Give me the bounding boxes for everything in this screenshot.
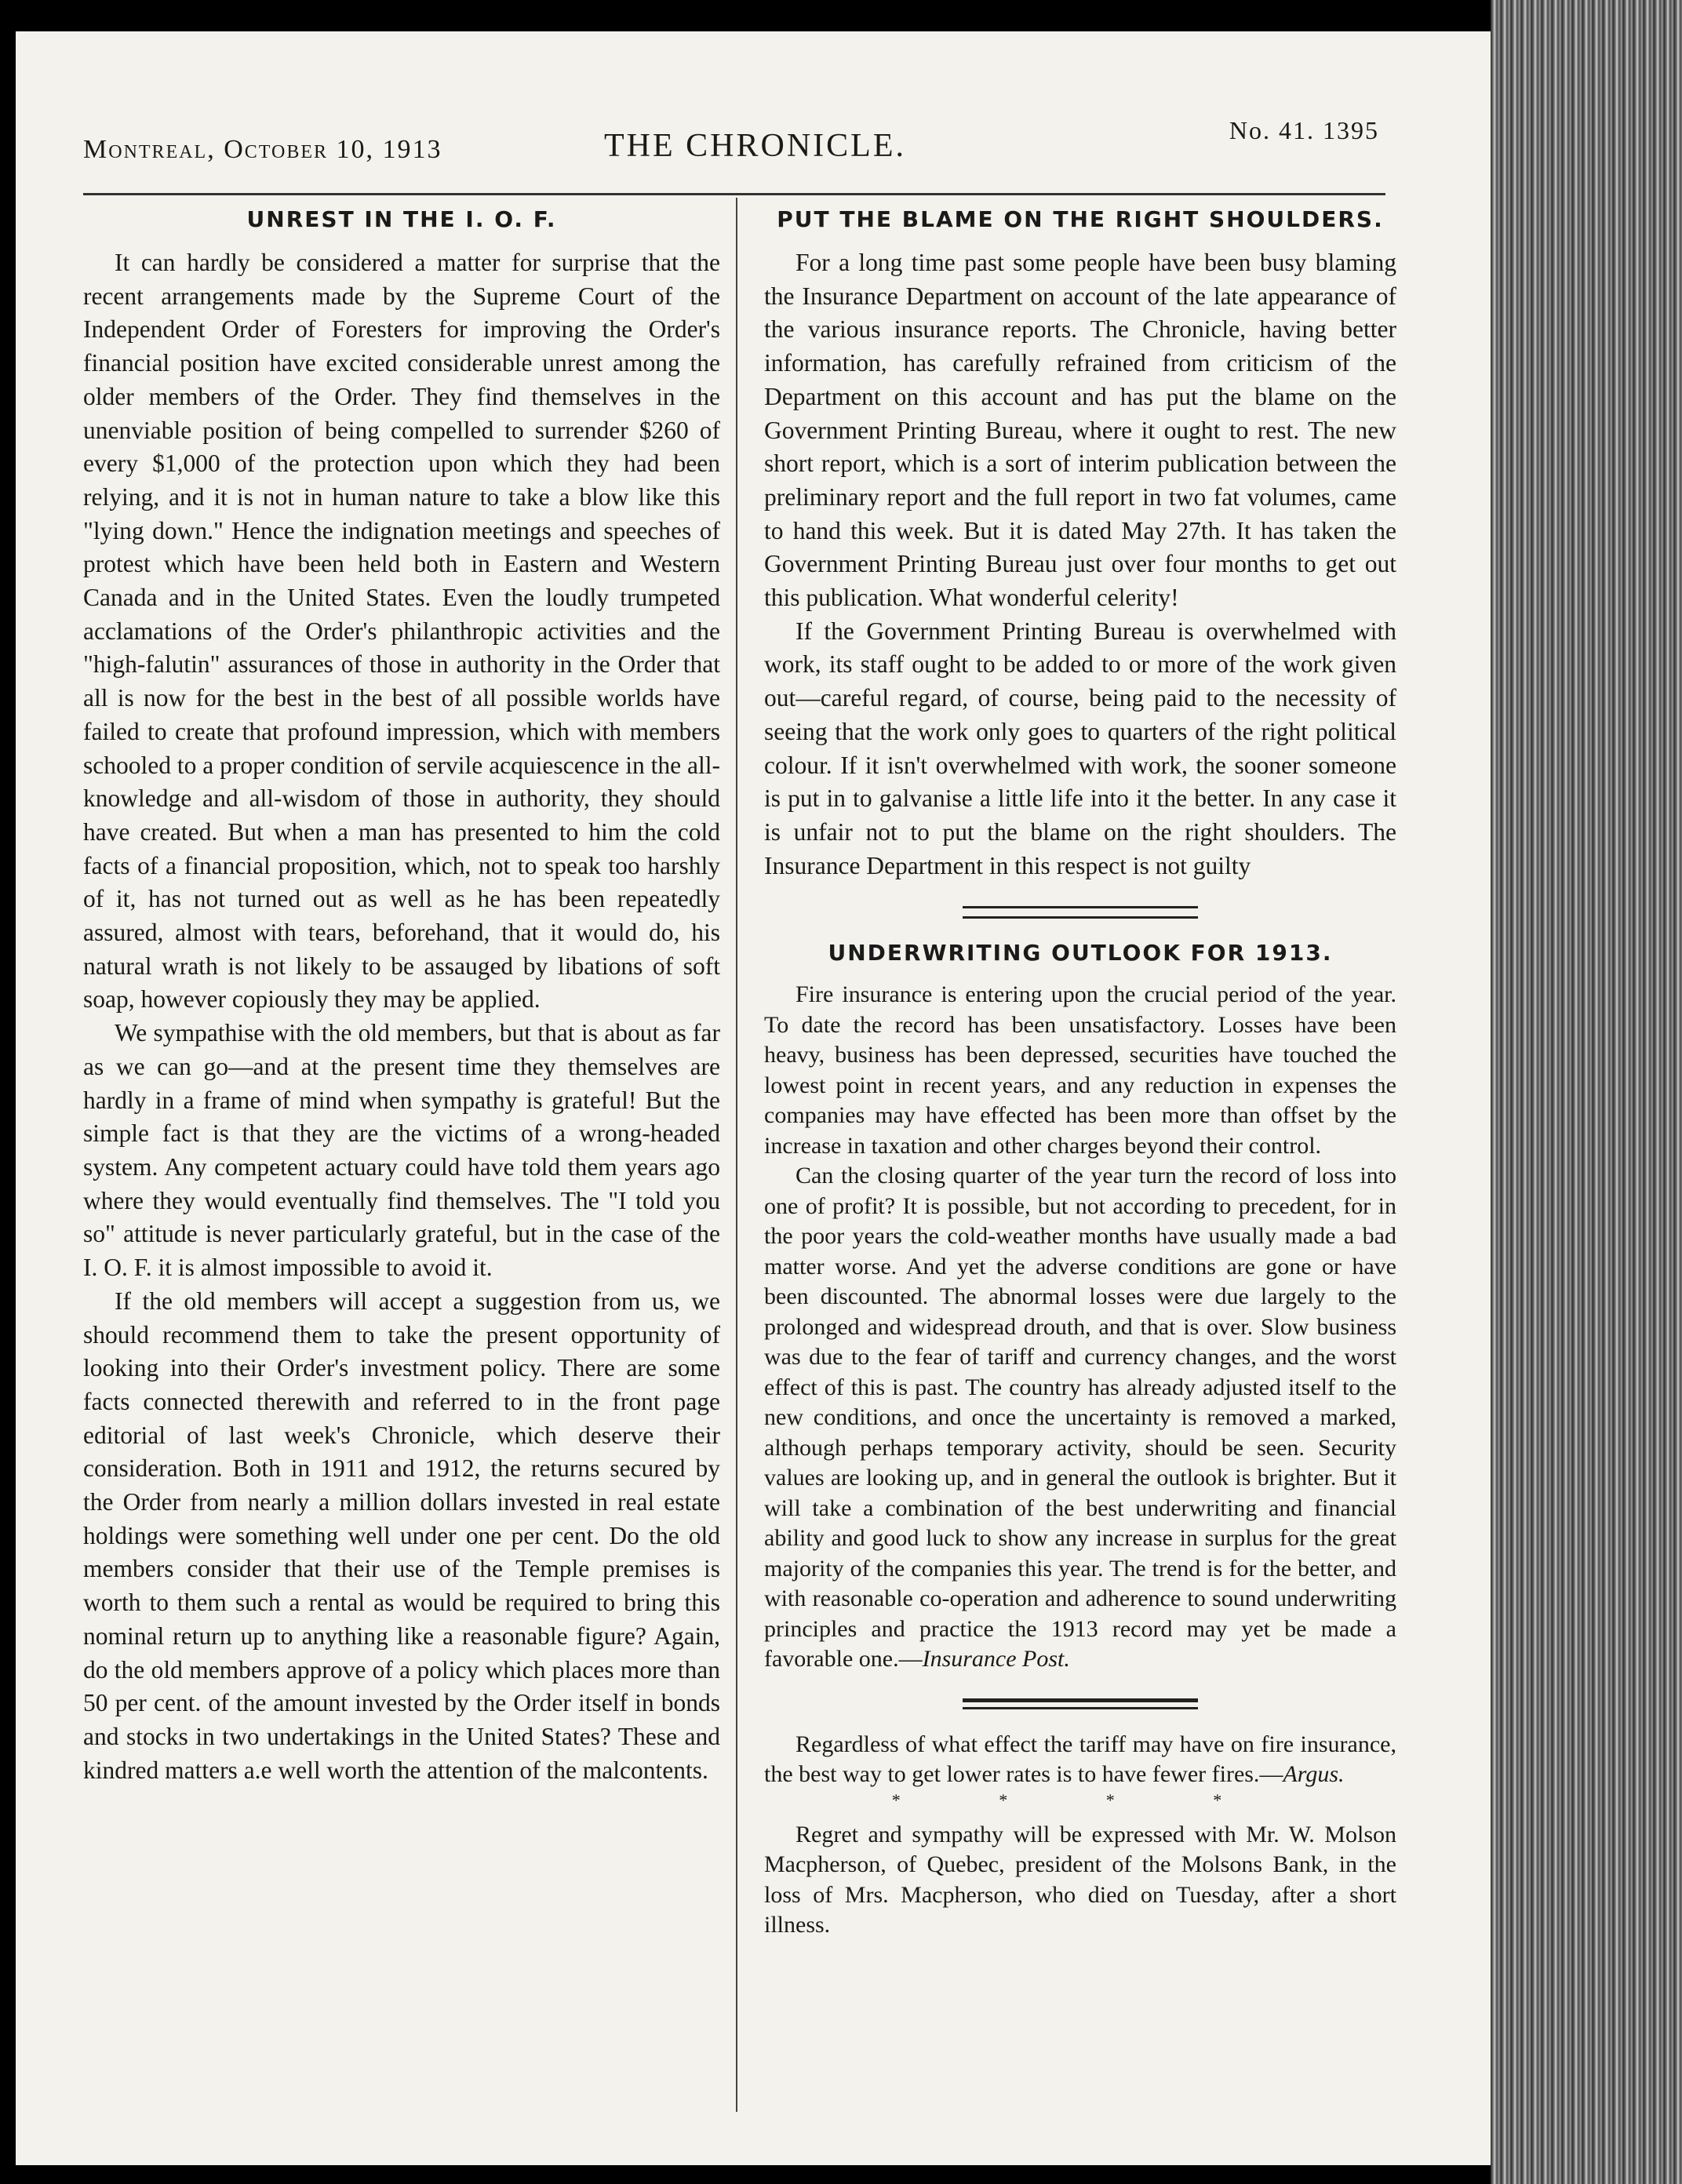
book-page-edges <box>1491 0 1682 2184</box>
note-paragraph: Regret and sympathy will be expressed with Mr. W. Molson Macpherson, of Quebec, president of the Molsons Bank, in the loss of Mrs. Macpherson, who died on Tuesday, after a short illness. <box>764 1821 1396 1938</box>
article-paragraph-text: Can the closing quarter of the year turn the record of loss into one of profit? It is possible, but not according to precedent, for in the poor years the cold-weather months have usually made a bad matter worse. And yet the adverse conditions are gone or have been discounted. The abnormal losses were due largely to the prolonged and widespread drouth, and that is over. Slow business was due to the fear of tariff and currency changes, and the worst effect of this is past. The country has already adjusted itself to the new conditions, and once the uncertainty is removed a marked, although perhaps temporary activity, should be seen. Security values are looking up, and in general the outlook is brighter. But it will take a combination of the best underwriting and financial ability and good luck to show any increase in surplus for the great majority of the companies this year. The trend is for the better, and with reasonable co-operation and adherence to sound underwriting principles and practice the 1913 record may yet be made a favorable one. <box>764 1163 1396 1673</box>
right-column <box>764 206 1396 1941</box>
article-paragraph: If the Government Printing Bureau is overwhelmed with work, its staff ought to be added to or more of the work given out—careful regard, of course, being paid to the necessity of seeing that the work only goes to quarters of the right political colour. If it isn't overwhelmed with work, the sooner someone is put in to galvanise a little life into it the better. In any case it is unfair not to put the blame on the right shoulders. The Insurance Department in this respect is not guilty <box>764 617 1396 879</box>
article-title-unrest: UNREST IN THE I. O. F. <box>246 206 557 232</box>
article-paragraph: It can hardly be considered a matter for surprise that the recent arrangements made by the Supreme Court of the Independent Order of Foresters for improving the Order's financial position have excited considerable unrest among the older members of the Order. They find themselves in the unenviable position of being compelled to surrender $260 of every $1,000 of the protection upon which they had been relying, and it is not in human nature to take a blow like this "lying down." Hence the indignation meetings and speeches of protest which have been held both in Eastern and Western Canada and in the United States. Even the loudly trumpeted acclamations of the Order's philanthropic activities and the "high-falutin" assurances of those in authority in the Order that all is now for the best in the best of all possible worlds have failed to create that profound impression, which with members schooled to a proper condition of servile acquiescence in the all-knowledge and all-wisdom of those in authority, they should have created. But when a man has presented to him the cold facts of a financial proposition, which, not to speak too harshly of it, has not turned out as well as he has been repeatedly assured, almost with tears, beforehand, that it would do, his natural wrath is not likely to be assauged by libations of soft soap, however copiously they may be applied. <box>83 249 720 1014</box>
section-rule <box>963 1698 1198 1709</box>
note-paragraph: Regardless of what effect the tariff may have on fire insurance, the best way to get lower rates is to have fewer fires.—Argus. <box>764 1731 1396 1788</box>
header-rule <box>83 193 1385 195</box>
left-column <box>83 206 720 1787</box>
article-paragraph: We sympathise with the old members, but that is about as far as we can go—and at the present time they themselves are hardly in a frame of mind when sympathy is grateful! But the simple fact is that they are the victims of a wrong-headed system. Any competent actuary could have told them years ago where they would eventually find themselves. The "I told you so" attitude is never particularly grateful, but in the case of the I. O. F. it is almost impossible to avoid it. <box>83 1019 720 1282</box>
article-title-blame: PUT THE BLAME ON THE RIGHT SHOULDERS. <box>777 206 1384 232</box>
header-issue-page: No. 41. 1395 <box>1229 116 1379 144</box>
article-paragraph: If the old members will accept a suggestion from us, we should recommend them to take the present opportunity of looking into their Order's investment policy. There are some facts connected therewith and referred to in the front page editorial of last week's Chronicle, which deserve their consideration. Both in 1911 and 1912, the returns secured by the Order from nearly a million dollars invested in real estate holdings were something well under one per cent. Do the old members consider that their use of the Temple premises is worth to them such a rental as would be required to bring this nominal return up to anything like a reasonable figure? Again, do the old members approve of a policy which places more than 50 per cent. of the amount invested by the Order itself in bonds and stocks in two undertakings in the United States? These and kindred matters a.e well worth the attention of the malcontents. <box>83 1287 720 1784</box>
asterisk-separator: * * * * <box>891 1789 1269 1810</box>
note-text: Regardless of what effect the tariff may have on fire insurance, the best way to get lower rates is to have fewer fires. <box>764 1731 1396 1788</box>
article-paragraph: For a long time past some people have been busy blaming the Insurance Department on account of the late appearance of the various insurance reports. The Chronicle, having better information, has carefully refrained from criticism of the Department on this account and has put the blame on the Government Printing Bureau, where it ought to rest. The new short report, which is a sort of interim publication between the preliminary report and the full report in two fat volumes, came to hand this week. But it is dated May 27th. It has taken the Government Printing Bureau just over four months to get out this publication. What wonderful celerity! <box>764 249 1396 612</box>
header-masthead: THE CHRONICLE. <box>604 128 906 164</box>
column-divider <box>736 198 737 2112</box>
article-title-underwriting: UNDERWRITING OUTLOOK FOR 1913. <box>828 940 1333 966</box>
page-header <box>16 31 1491 188</box>
newspaper-page <box>16 31 1491 2165</box>
underwriting-section <box>764 939 1396 1941</box>
article-paragraph: Fire insurance is entering upon the crucial period of the year. To date the record has been unsatisfactory. Losses have been heavy, business has been depressed, securities have touched the lowest point in recent years, and any reduction in expenses the companies may have effected has been more than offset by the increase in taxation and other charges beyond their control. <box>764 981 1396 1159</box>
header-dateline: Montreal, October 10, 1913 <box>83 135 442 164</box>
article-source: Insurance Post. <box>922 1646 1070 1673</box>
section-rule <box>963 906 1198 919</box>
note-source: Argus. <box>1283 1761 1345 1788</box>
article-paragraph: Can the closing quarter of the year turn the record of loss into one of profit? It is possible, but not according to precedent, for in the poor years the cold-weather months have usually made a bad matter worse. And yet the adverse conditions are gone or have been discounted. The abnormal losses were due largely to the prolonged and widespread drouth, and that is over. Slow business was due to the fear of tariff and currency changes, and the worst effect of this is past. The country has already adjusted itself to the new conditions, and once the uncertainty is removed a marked, although perhaps temporary activity, should be seen. Security values are looking up, and in general the outlook is brighter. But it will take a combination of the best underwriting and financial ability and good luck to show any increase in surplus for the great majority of the companies this year. The trend is for the better, and with reasonable co-operation and adherence to sound underwriting principles and practice the 1913 record may yet be made a favorable one.—Insurance Post. <box>764 1163 1396 1673</box>
